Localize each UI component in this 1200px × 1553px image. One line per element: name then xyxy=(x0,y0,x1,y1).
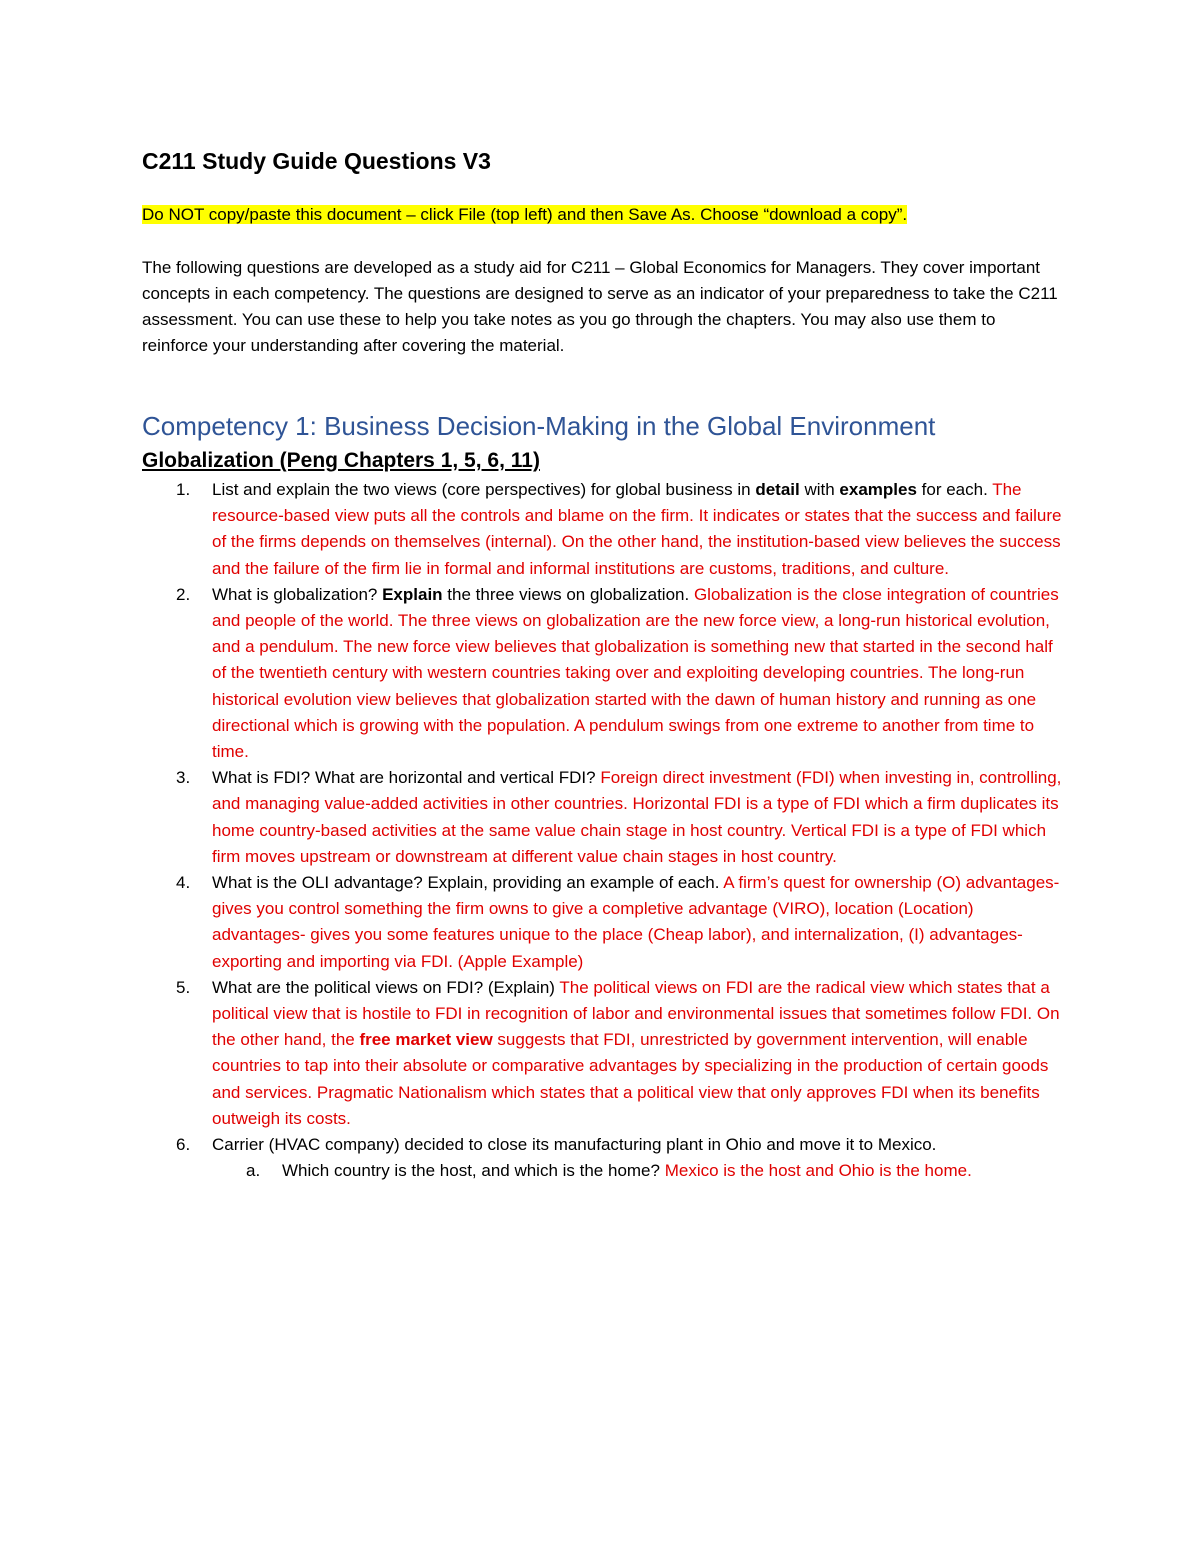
question-list xyxy=(142,477,1062,1184)
answer-text: Mexico is the host and Ohio is the home. xyxy=(664,1161,972,1181)
answer-text: A firm’s quest for ownership (O) advantages- gives you control something the firm owns to give a completive advantage (VIRO), location (Location) advantages- gives you some features unique to the place (Cheap labor), and internalization, (I) advantages- exporting and importing via FDI. (Apple Example) xyxy=(212,873,1060,971)
question-number: 3. xyxy=(176,768,191,788)
question-emphasis: Explain xyxy=(382,584,443,604)
question-text: for each. xyxy=(916,480,993,499)
question-number: 5. xyxy=(176,977,191,997)
question-item-2 xyxy=(142,582,1062,765)
sub-question-letter: a. xyxy=(246,1161,261,1181)
question-text: What are the political views on FDI? (Explain) xyxy=(212,977,560,997)
intro-paragraph: The following questions are developed as a study aid for C211 – Global Economics for Managers. They cover important concepts in each competency. The questions are designed to serve as an indicator of your preparedness to take the C211 assessment. You can use these to help you take notes as you go through the chapters. You may also use them to reinforce your understanding after covering the material. xyxy=(142,258,1058,355)
question-item-1 xyxy=(142,477,1062,582)
question-number: 1. xyxy=(176,480,191,499)
question-emphasis: detail xyxy=(755,480,800,499)
question-number: 6. xyxy=(176,1135,191,1155)
question-text: Carrier (HVAC company) decided to close its manufacturing plant in Ohio and move it to Mexico. xyxy=(212,1135,937,1155)
section-heading: Globalization (Peng Chapters 1, 5, 6, 11) xyxy=(142,449,540,472)
question-item-3 xyxy=(142,765,1062,870)
answer-text: Foreign direct investment (FDI) when investing in, controlling, and managing value-added activities in other countries. Horizontal FDI is a type of FDI which a firm duplicates its home country-based activities at the same value chain stage in host country. Vertical FDI is a type of FDI which firm moves upstream or downstream at different value chain stages in host country. xyxy=(212,768,1062,866)
answer-text: Globalization is the close integration of countries and people of the world. The three views on globalization are the new force view, a long-run historical evolution, and a pendulum. The new force view believes that globalization is something new that started in the second half of the twentieth century with western countries taking over and exploiting developing countries. The long-run historical evolution view believes that globalization started with the dawn of human history and running as one directional which is growing with the population. A pendulum swings from one extreme to another from time to time. xyxy=(212,584,1059,762)
question-item-4 xyxy=(142,870,1062,975)
question-emphasis: examples xyxy=(839,480,917,499)
sub-question-list xyxy=(212,1158,1062,1184)
answer-text: The political views on FDI are the radical view which states that a political view that is hostile to FDI in recognition of labor and environmental issues that sometimes follow FDI. On the other hand, the xyxy=(212,977,1060,1050)
question-text: the three views on globalization. xyxy=(442,584,694,604)
sub-question-item-a xyxy=(212,1158,1062,1184)
document-content xyxy=(142,146,1062,1184)
question-number: 2. xyxy=(176,584,191,604)
answer-emphasis: free market view xyxy=(359,1030,493,1050)
question-text: List and explain the two views (core perspectives) for global business in xyxy=(212,480,756,499)
question-item-6 xyxy=(142,1132,1062,1184)
sub-question-text: Which country is the host, and which is the home? xyxy=(282,1161,665,1181)
question-number: 4. xyxy=(176,873,191,893)
competency-heading: Competency 1: Business Decision-Making in the Global Environment xyxy=(142,411,936,441)
question-item-5 xyxy=(142,975,1062,1132)
answer-text: suggests that FDI, unrestricted by government intervention, will enable countries to tap into their absolute or comparative advantages by specializing in the production of certain goods and services. Pragmatic Nationalism which states that a political view that only approves FDI when its benefits outweigh its costs. xyxy=(212,1030,1049,1128)
copy-notice xyxy=(142,203,1062,227)
answer-text: The resource-based view puts all the controls and blame on the firm. It indicates or states that the success and failure of the firms depends on themselves (internal). On the other hand, the institution-based view believes the success and the failure of the firm lie in formal and informal institutions are customs, traditions, and culture. xyxy=(212,480,1062,578)
question-text: What is globalization? xyxy=(212,584,383,604)
question-text: What is FDI? What are horizontal and vertical FDI? xyxy=(212,768,601,788)
document-title: C211 Study Guide Questions V3 xyxy=(142,148,491,174)
question-text: with xyxy=(799,480,840,499)
highlighted-notice-text: Do NOT copy/paste this document – click File (top left) and then Save As. Choose “download a copy”. xyxy=(142,205,908,224)
question-text: What is the OLI advantage? Explain, providing an example of each. xyxy=(212,873,724,893)
